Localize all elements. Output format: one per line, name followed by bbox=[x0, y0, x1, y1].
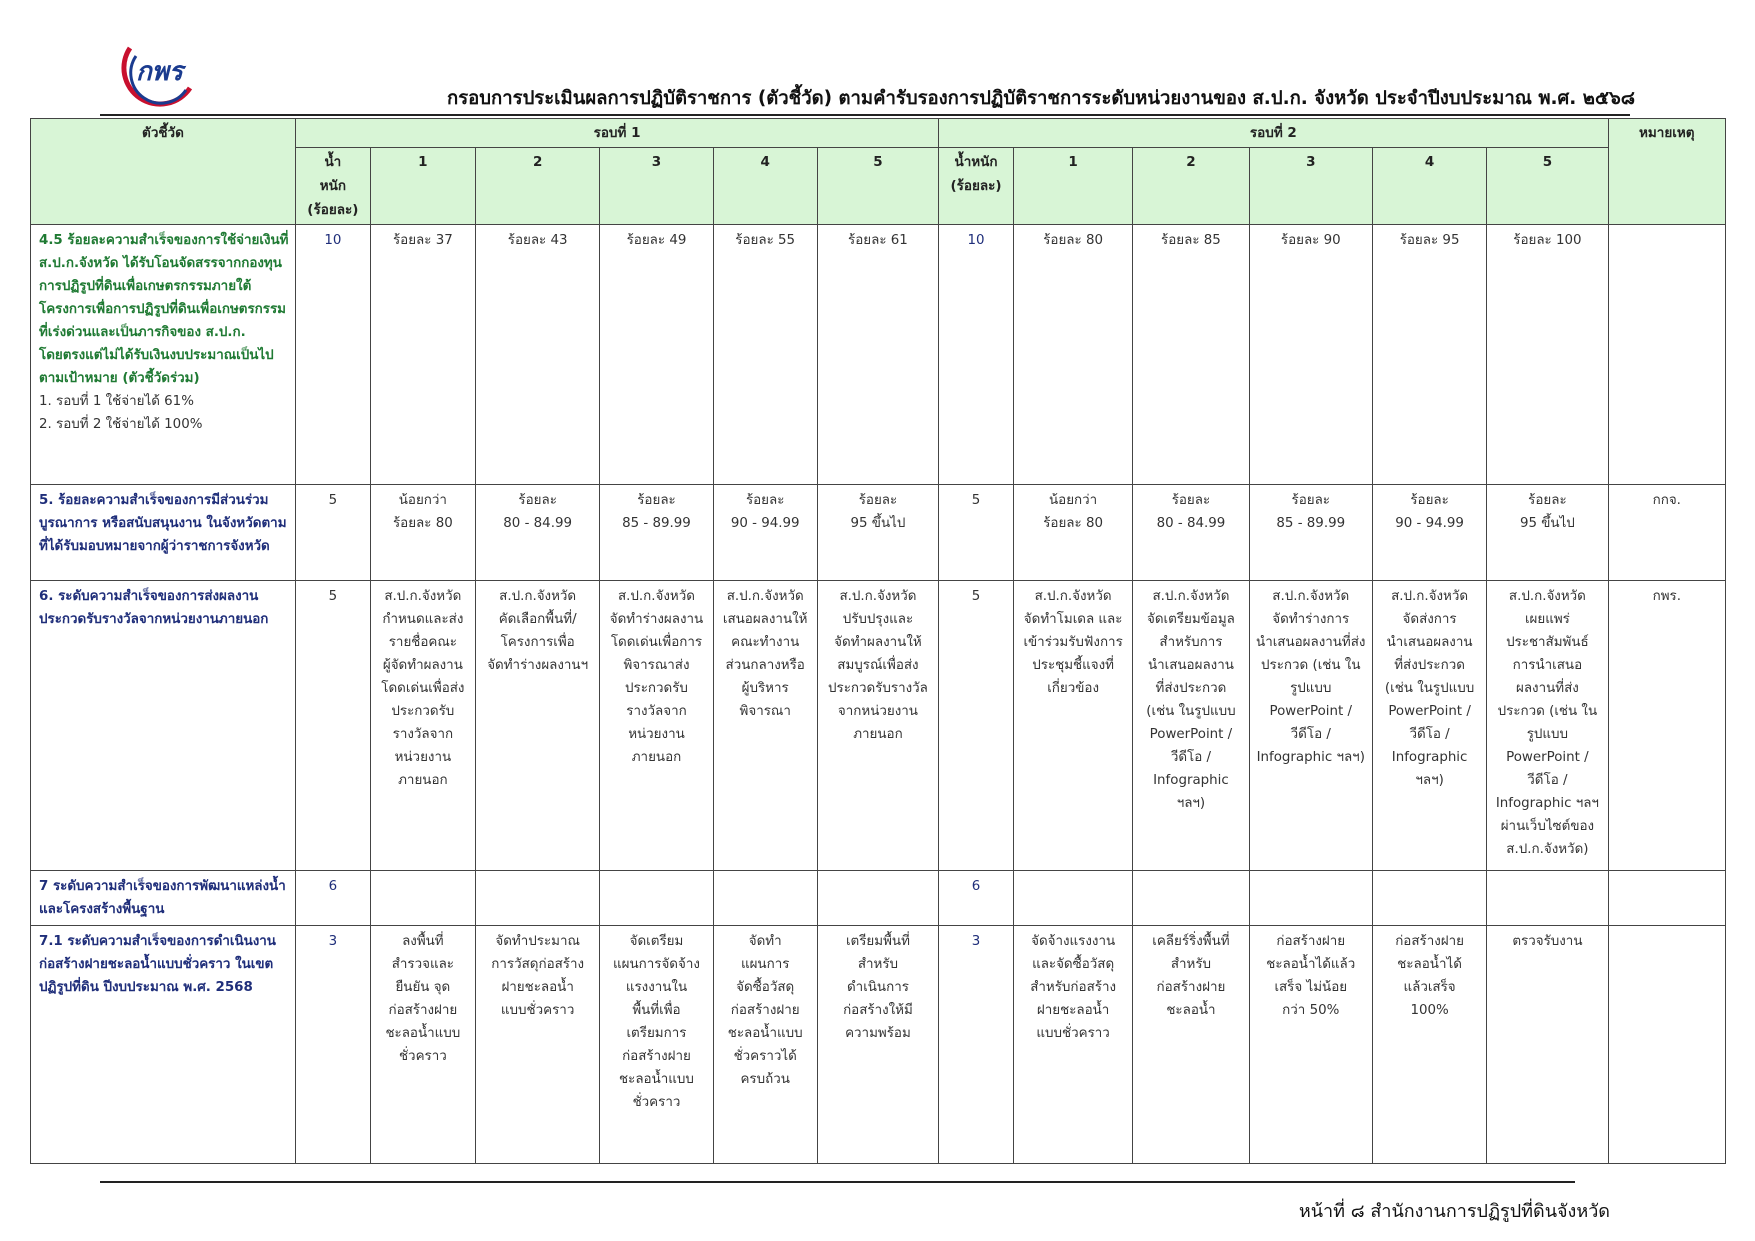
level-cell: ร้อยละ 100 bbox=[1487, 225, 1608, 485]
remark-cell: กพร. bbox=[1608, 581, 1725, 871]
level-cell: ส.ป.ก.จังหวัด เผยแพร่ ประชาสัมพันธ์ การนำเสนอ ผลงานที่ส่ง ประกวด (เช่น ใน รูปแบบ PowerPoint / วีดีโอ / Infographic ฯลฯ ผ่านเว็บไซต์ของ ส.ป.ก.จังหวัด) bbox=[1487, 581, 1608, 871]
table-row bbox=[31, 926, 1726, 1164]
level-cell: ร้อยละ 80 bbox=[1013, 225, 1132, 485]
remark-cell: กกจ. bbox=[1608, 485, 1725, 581]
weight-cell: 6 bbox=[295, 871, 370, 926]
level-cell bbox=[1133, 871, 1249, 926]
footer-rule bbox=[100, 1181, 1575, 1183]
indicator-cell bbox=[31, 926, 296, 1164]
table-row bbox=[31, 871, 1726, 926]
header-level: 1 bbox=[1013, 148, 1132, 225]
level-cell bbox=[1013, 871, 1132, 926]
indicator-note: 2. รอบที่ 2 ใช้จ่ายได้ 100% bbox=[39, 417, 203, 432]
indicator-title: 5. ร้อยละความสำเร็จของการมีส่วนร่วมบูรณาการ หรือสนับสนุนงาน ในจังหวัดตามที่ได้รับมอบหมายจากผู้ว่าราชการจังหวัด bbox=[39, 493, 287, 554]
level-cell bbox=[370, 871, 475, 926]
level-cell: ร้อยละ 90 - 94.99 bbox=[1372, 485, 1486, 581]
level-cell bbox=[1249, 871, 1372, 926]
level-cell: ส.ป.ก.จังหวัด กำหนดและส่ง รายชื่อคณะ ผู้จัดทำผลงาน โดดเด่นเพื่อส่ง ประกวดรับ รางวัลจาก หน่วยงาน ภายนอก bbox=[370, 581, 475, 871]
weight-cell: 10 bbox=[295, 225, 370, 485]
level-cell bbox=[817, 871, 938, 926]
indicator-cell bbox=[31, 485, 296, 581]
indicator-title: 4.5 ร้อยละความสำเร็จของการใช้จ่ายเงินที่ ส.ป.ก.จังหวัด ได้รับโอนจัดสรรจากกองทุนการปฏิรูปที่ดินเพื่อเกษตรกรรมภายใต้โครงการเพื่อการปฏิรูปที่ดินเพื่อเกษตรกรรม ที่เร่งด่วนและเป็นภารกิจของ ส.ป.ก. โดยตรงแต่ไม่ได้รับเงินงบประมาณเป็นไปตามเป้าหมาย (ตัวชี้วัดร่วม) bbox=[39, 233, 289, 386]
level-cell: ส.ป.ก.จังหวัด จัดทำร่างการ นำเสนอผลงานที่ส่ง ประกวด (เช่น ใน รูปแบบ PowerPoint / วีดีโอ / Infographic ฯลฯ) bbox=[1249, 581, 1372, 871]
weight-cell: 10 bbox=[939, 225, 1014, 485]
level-cell: ร้อยละ 80 - 84.99 bbox=[475, 485, 599, 581]
level-cell: ส.ป.ก.จังหวัด จัดส่งการ นำเสนอผลงาน ที่ส่งประกวด (เช่น ในรูปแบบ PowerPoint / วีดีโอ / Infographic ฯลฯ) bbox=[1372, 581, 1486, 871]
level-cell: จัดทำประมาณ การวัสดุก่อสร้าง ฝายชะลอน้ำ แบบชั่วคราว bbox=[475, 926, 599, 1164]
logo-text: กพร bbox=[136, 56, 183, 86]
header-level: 2 bbox=[475, 148, 599, 225]
alro-logo-icon bbox=[100, 40, 200, 110]
level-cell: ส.ป.ก.จังหวัด จัดเตรียมข้อมูล สำหรับการ นำเสนอผลงาน ที่ส่งประกวด (เช่น ในรูปแบบ PowerPoint / วีดีโอ / Infographic ฯลฯ) bbox=[1133, 581, 1249, 871]
table-row bbox=[31, 225, 1726, 485]
level-cell: ร้อยละ 37 bbox=[370, 225, 475, 485]
level-cell: จัดจ้างแรงงาน และจัดซื้อวัสดุ สำหรับก่อสร้าง ฝายชะลอน้ำ แบบชั่วคราว bbox=[1013, 926, 1132, 1164]
level-cell: น้อยกว่า ร้อยละ 80 bbox=[370, 485, 475, 581]
level-cell bbox=[1487, 871, 1608, 926]
header-round2: รอบที่ 2 bbox=[939, 119, 1608, 148]
level-cell: ก่อสร้างฝาย ชะลอน้ำได้แล้ว เสร็จ ไม่น้อย กว่า 50% bbox=[1249, 926, 1372, 1164]
header-round1: รอบที่ 1 bbox=[295, 119, 938, 148]
level-cell: ส.ป.ก.จังหวัด จัดทำร่างผลงาน โดดเด่นเพื่อการ พิจารณาส่ง ประกวดรับ รางวัลจาก หน่วยงาน ภายนอก bbox=[600, 581, 713, 871]
header-indicator: ตัวชี้วัด bbox=[31, 119, 296, 225]
level-cell: ร้อยละ 95 ขึ้นไป bbox=[817, 485, 938, 581]
table-row bbox=[31, 485, 1726, 581]
indicator-title: 6. ระดับความสำเร็จของการส่งผลงานประกวดรับรางวัลจากหน่วยงานภายนอก bbox=[39, 589, 269, 627]
header-level: 5 bbox=[817, 148, 938, 225]
remark-cell bbox=[1608, 225, 1725, 485]
header-level: 4 bbox=[1372, 148, 1486, 225]
header-remarks: หมายเหตุ bbox=[1608, 119, 1725, 225]
header-level: 2 bbox=[1133, 148, 1249, 225]
level-cell: ลงพื้นที่ สำรวจและ ยืนยัน จุด ก่อสร้างฝาย ชะลอน้ำแบบ ชั่วคราว bbox=[370, 926, 475, 1164]
header-weight-r1: น้ำ หนัก (ร้อยละ) bbox=[295, 148, 370, 225]
weight-cell: 6 bbox=[939, 871, 1014, 926]
header-weight-r2: น้ำหนัก (ร้อยละ) bbox=[939, 148, 1014, 225]
header-level: 3 bbox=[600, 148, 713, 225]
weight-cell: 5 bbox=[939, 581, 1014, 871]
level-cell: ร้อยละ 80 - 84.99 bbox=[1133, 485, 1249, 581]
level-cell: ร้อยละ 43 bbox=[475, 225, 599, 485]
header-level: 3 bbox=[1249, 148, 1372, 225]
level-cell: ร้อยละ 61 bbox=[817, 225, 938, 485]
indicator-title: 7 ระดับความสำเร็จของการพัฒนาแหล่งน้ำและโครงสร้างพื้นฐาน bbox=[39, 879, 286, 917]
evaluation-table bbox=[30, 118, 1726, 1164]
indicator-cell bbox=[31, 225, 296, 485]
level-cell: เคลียร์ริ่งพื้นที่ สำหรับ ก่อสร้างฝาย ชะลอน้ำ bbox=[1133, 926, 1249, 1164]
indicator-cell bbox=[31, 581, 296, 871]
indicator-title: 7.1 ระดับความสำเร็จของการดำเนินงานก่อสร้างฝายชะลอน้ำแบบชั่วคราว ในเขตปฏิรูปที่ดิน ปีงบประมาณ พ.ศ. 2568 bbox=[39, 934, 276, 995]
level-cell: จัดเตรียม แผนการจัดจ้าง แรงงานใน พื้นที่เพื่อ เตรียมการ ก่อสร้างฝาย ชะลอน้ำแบบ ชั่วคราว bbox=[600, 926, 713, 1164]
level-cell: ร้อยละ 85 - 89.99 bbox=[600, 485, 713, 581]
indicator-note: 1. รอบที่ 1 ใช้จ่ายได้ 61% bbox=[39, 394, 194, 409]
weight-cell: 3 bbox=[295, 926, 370, 1164]
level-cell bbox=[600, 871, 713, 926]
page-footer: หน้าที่ ๘ สำนักงานการปฏิรูปที่ดินจังหวัด bbox=[1298, 1201, 1610, 1222]
level-cell: น้อยกว่า ร้อยละ 80 bbox=[1013, 485, 1132, 581]
level-cell bbox=[713, 871, 817, 926]
weight-cell: 3 bbox=[939, 926, 1014, 1164]
level-cell bbox=[1372, 871, 1486, 926]
level-cell: ร้อยละ 85 bbox=[1133, 225, 1249, 485]
level-cell: ส.ป.ก.จังหวัด ปรับปรุงและ จัดทำผลงานให้ สมบูรณ์เพื่อส่ง ประกวดรับรางวัล จากหน่วยงาน ภายนอก bbox=[817, 581, 938, 871]
level-cell: ตรวจรับงาน bbox=[1487, 926, 1608, 1164]
level-cell: ร้อยละ 90 - 94.99 bbox=[713, 485, 817, 581]
level-cell: ส.ป.ก.จังหวัด เสนอผลงานให้ คณะทำงาน ส่วนกลางหรือ ผู้บริหาร พิจารณา bbox=[713, 581, 817, 871]
weight-cell: 5 bbox=[295, 485, 370, 581]
weight-cell: 5 bbox=[295, 581, 370, 871]
level-cell: ร้อยละ 85 - 89.99 bbox=[1249, 485, 1372, 581]
level-cell: ร้อยละ 55 bbox=[713, 225, 817, 485]
level-cell bbox=[475, 871, 599, 926]
title-rule bbox=[100, 114, 1630, 116]
level-cell: ส.ป.ก.จังหวัด คัดเลือกพื้นที่/ โครงการเพื่อ จัดทำร่างผลงานฯ bbox=[475, 581, 599, 871]
header-level: 1 bbox=[370, 148, 475, 225]
table-row bbox=[31, 581, 1726, 871]
indicator-cell bbox=[31, 871, 296, 926]
level-cell: ร้อยละ 95 bbox=[1372, 225, 1486, 485]
remark-cell bbox=[1608, 871, 1725, 926]
level-cell: ก่อสร้างฝาย ชะลอน้ำได้ แล้วเสร็จ 100% bbox=[1372, 926, 1486, 1164]
document-title: กรอบการประเมินผลการปฏิบัติราชการ (ตัวชี้วัด) ตามคำรับรองการปฏิบัติราชการระดับหน่วยงานของ ส.ป.ก. จังหวัด ประจำปีงบประมาณ พ.ศ. ๒๕๖๘ bbox=[447, 88, 1635, 109]
level-cell: ร้อยละ 90 bbox=[1249, 225, 1372, 485]
level-cell: ร้อยละ 49 bbox=[600, 225, 713, 485]
weight-cell: 5 bbox=[939, 485, 1014, 581]
level-cell: จัดทำ แผนการ จัดซื้อวัสดุ ก่อสร้างฝาย ชะลอน้ำแบบ ชั่วคราวได้ ครบถ้วน bbox=[713, 926, 817, 1164]
level-cell: ร้อยละ 95 ขึ้นไป bbox=[1487, 485, 1608, 581]
level-cell: เตรียมพื้นที่ สำหรับ ดำเนินการ ก่อสร้างให้มี ความพร้อม bbox=[817, 926, 938, 1164]
level-cell: ส.ป.ก.จังหวัด จัดทำโมเดล และ เข้าร่วมรับฟังการ ประชุมชี้แจงที่ เกี่ยวข้อง bbox=[1013, 581, 1132, 871]
remark-cell bbox=[1608, 926, 1725, 1164]
header-level: 4 bbox=[713, 148, 817, 225]
header-level: 5 bbox=[1487, 148, 1608, 225]
